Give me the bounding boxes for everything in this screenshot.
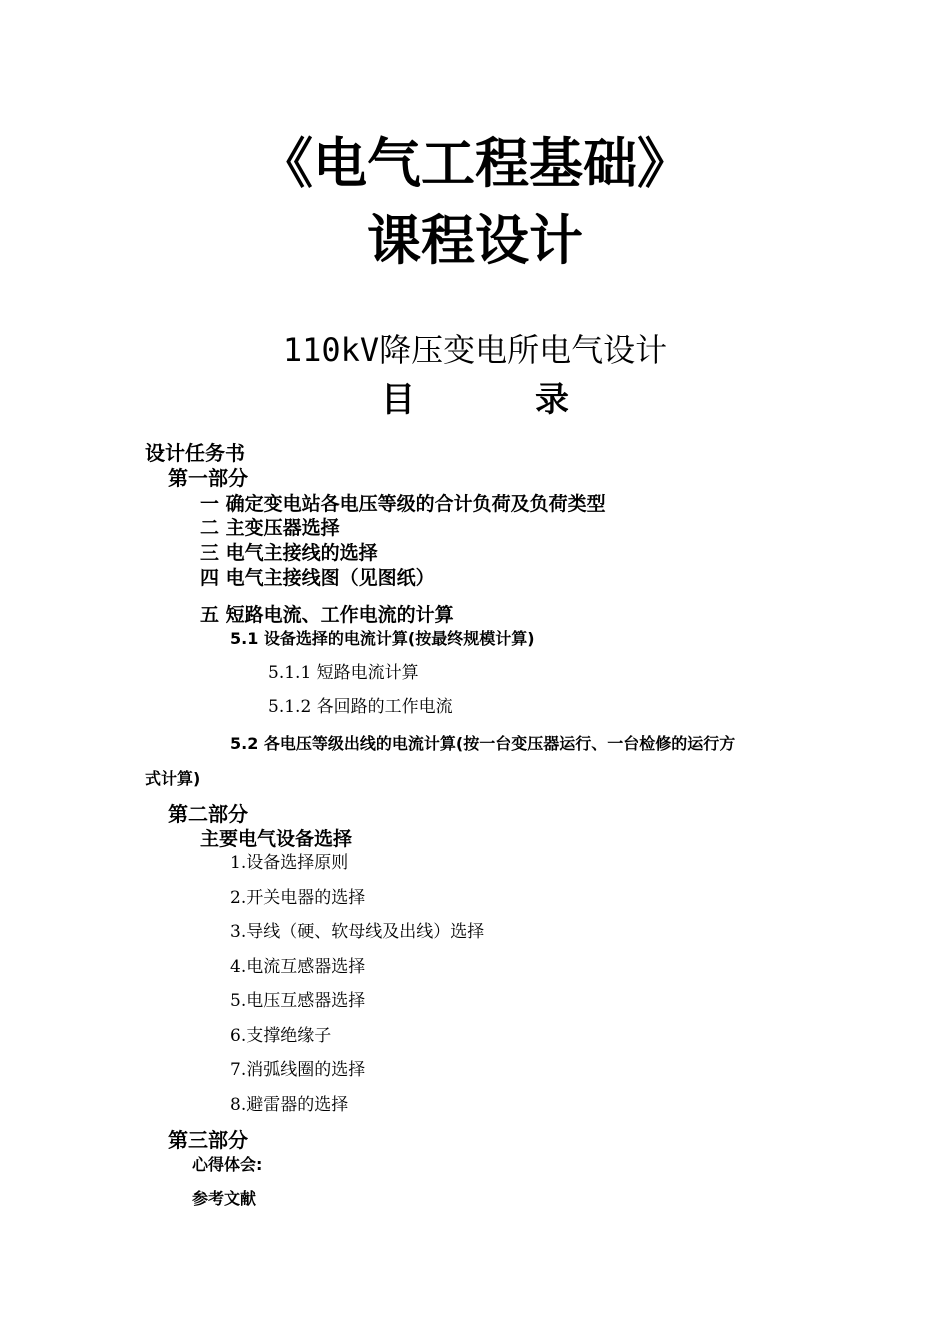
toc-part1-item-2: 二 主变压器选择 xyxy=(200,517,340,539)
toc-part2-item-7: 7.消弧线圈的选择 xyxy=(230,1060,366,1080)
toc-part2-subheading: 主要电气设备选择 xyxy=(200,828,353,850)
toc-section-5-2-line1: 5.2 各电压等级出线的电流计算(按一台变压器运行、一台检修的运行方 xyxy=(230,734,736,753)
toc-part2-item-1: 1.设备选择原则 xyxy=(230,853,349,873)
toc-heading-right: 录 xyxy=(535,380,569,420)
toc-part2-item-2: 2.开关电器的选择 xyxy=(230,888,366,908)
toc-part1-item-4: 四 电气主接线图（见图纸） xyxy=(200,567,435,589)
toc-part1-item-1: 一 确定变电站各电压等级的合计负荷及负荷类型 xyxy=(200,493,606,515)
toc-part2-heading: 第二部分 xyxy=(168,802,248,826)
document-title-line1: 《电气工程基础》 xyxy=(259,132,691,195)
toc-section-5-1-2: 5.1.2 各回路的工作电流 xyxy=(268,697,453,717)
toc-heading-left: 目 xyxy=(381,380,415,420)
toc-part3-item-2: 参考文献 xyxy=(192,1189,257,1208)
toc-task-book: 设计任务书 xyxy=(145,441,245,465)
toc-part2-item-3: 3.导线（硬、软母线及出线）选择 xyxy=(230,922,485,942)
toc-part1-heading: 第一部分 xyxy=(168,466,248,490)
toc-section-5-1: 5.1 设备选择的电流计算(按最终规模计算) xyxy=(230,629,535,648)
document-subtitle: 110kV降压变电所电气设计 xyxy=(282,331,668,369)
toc-part1-item-3: 三 电气主接线的选择 xyxy=(200,542,378,564)
toc-part3-item-1: 心得体会: xyxy=(192,1155,263,1174)
toc-part1-item-5: 五 短路电流、工作电流的计算 xyxy=(200,604,454,626)
toc-part3-heading: 第三部分 xyxy=(168,1128,248,1152)
toc-part2-item-8: 8.避雷器的选择 xyxy=(230,1095,349,1115)
toc-section-5-1-1: 5.1.1 短路电流计算 xyxy=(268,663,419,683)
toc-heading xyxy=(0,380,950,420)
toc-section-5-2-line2: 式计算) xyxy=(145,769,201,788)
document-title-line2: 课程设计 xyxy=(367,209,583,272)
toc-part2-item-4: 4.电流互感器选择 xyxy=(230,957,366,977)
toc-part2-item-6: 6.支撑绝缘子 xyxy=(230,1026,332,1046)
toc-part2-item-5: 5.电压互感器选择 xyxy=(230,991,366,1011)
